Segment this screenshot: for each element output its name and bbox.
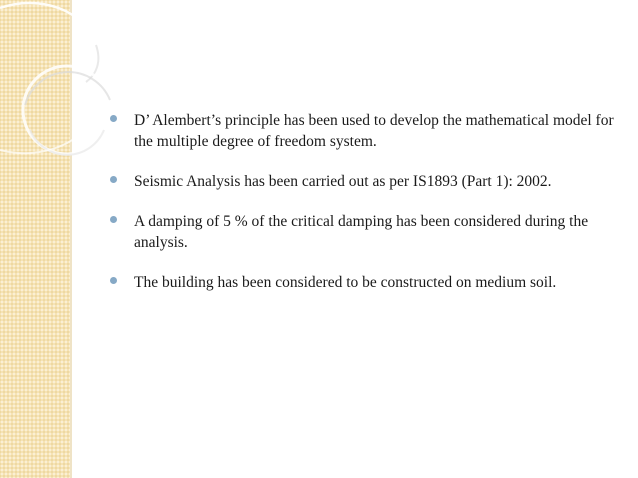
- bullet-item-seismic-analysis: [108, 171, 618, 192]
- bullet-icon: [110, 176, 117, 183]
- bullet-list: [108, 110, 618, 312]
- bullet-item-dalembert: [108, 110, 618, 152]
- bullet-item-soil: [108, 272, 618, 293]
- bullet-text: The building has been considered to be constructed on medium soil.: [134, 274, 557, 291]
- bullet-icon: [110, 277, 117, 284]
- bullet-icon: [110, 115, 117, 122]
- bullet-text: Seismic Analysis has been carried out as per IS1893 (Part 1): 2002.: [134, 173, 552, 190]
- bullet-icon: [110, 216, 117, 223]
- bullet-text: D’ Alembert’s principle has been used to develop the mathematical model for the multiple degree of freedom system.: [134, 112, 614, 150]
- bullet-item-damping: [108, 211, 618, 253]
- bullet-text: A damping of 5 % of the critical damping has been considered during the analysis.: [134, 213, 589, 251]
